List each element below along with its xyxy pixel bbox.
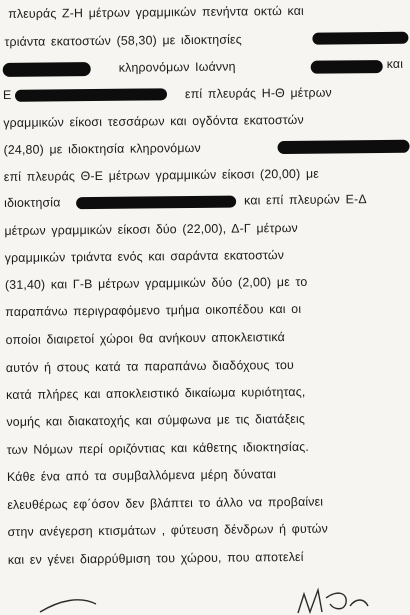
line-text: νομής και διακατοχής και σύμφωνα με τις διατάξεις <box>6 411 306 429</box>
line-text: στην ανέγερση κτισμάτων , φύτευση δένδρων ή φυτών <box>7 521 328 539</box>
line-text: και <box>386 56 404 71</box>
line-text: ιδιοκτησία <box>4 195 61 210</box>
line-text: γραμμικών τριάντα ενός και σαράντα εκατοστών <box>4 248 285 265</box>
line-text: οποίοι διαιρετοί χώροι θα ανήκουν αποκλειστικά <box>5 330 285 347</box>
line-text: και επί πλευρών Ε-Δ <box>244 192 367 208</box>
line-text: των Νόμων περί οριζόντιας και κάθετης ιδιοκτησίας. <box>6 439 310 457</box>
line-text: παραπάνω περιγραφόμενο τμήμα οικοπέδου και οι <box>5 301 302 319</box>
line-text: μέτρων γραμμικών είκοσι δύο (22,00), Δ-Γ μέτρων <box>4 220 298 238</box>
line-text: αυτόν ή στους κατά τα παραπάνω διαδόχους του <box>5 357 295 375</box>
line-text: Κάθε ένα από τα συμβαλλόμενα μέρη δύναται <box>6 467 277 484</box>
line-text: επί πλευράς Η-Θ μέτρων <box>184 85 332 102</box>
signature-stroke-left <box>40 600 96 612</box>
line-text: και εν γένει διαρρύθμιση του χώρου, που αποτελεί <box>7 549 304 567</box>
line-text: γραμμικών είκοσι τεσσάρων και ογδόντα εκατοστών <box>3 112 304 130</box>
line-text: Ε <box>2 87 12 102</box>
line-text: επί πλευράς Θ-Ε μέτρων γραμμικών είκοσι (20,00) με <box>3 166 319 184</box>
line-text: τριάντα εκατοστών (58,30) με ιδιοκτησίες <box>4 32 242 49</box>
signature-stroke-right <box>298 590 368 613</box>
line-text: πλευράς Ζ-Η μέτρων γραμμικών πενήντα οκτώ και <box>8 3 304 21</box>
line-text: κατά πλήρες και αποκλειστικό δικαίωμα κυριότητας, <box>6 384 306 402</box>
line-text: ελευθέρως εφ΄όσον δεν βλάπτει το άλλο να προβαίνει <box>7 494 324 512</box>
line-text: (31,40) και Γ-Β μέτρων γραμμικών δύο (2,00) με το <box>4 274 308 292</box>
line-text: κληρονόμων Ιωάννη <box>118 59 236 75</box>
line-text: (24,80) με ιδιοκτησία κληρονόμων <box>3 140 201 157</box>
